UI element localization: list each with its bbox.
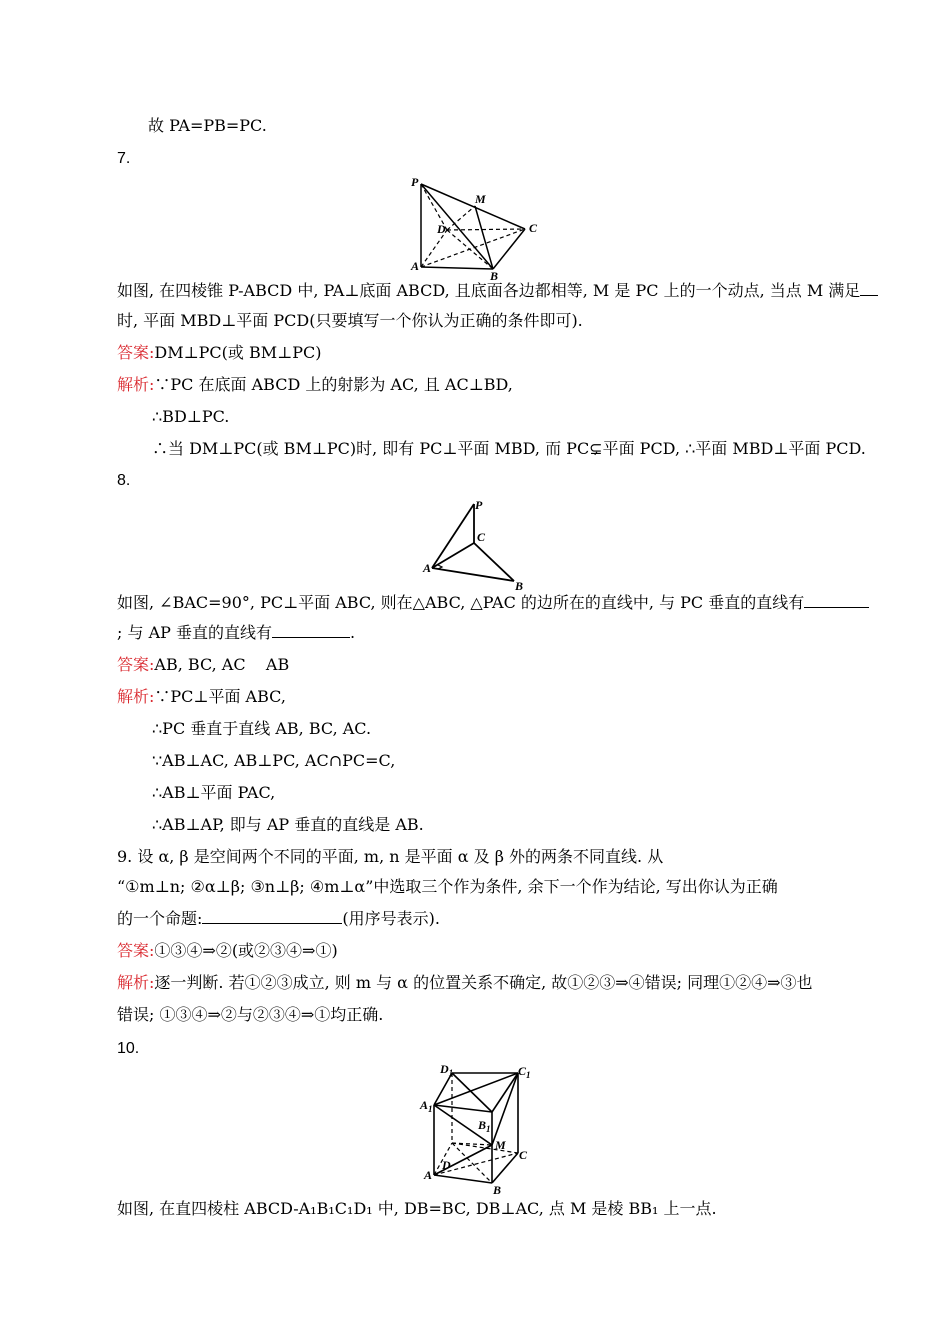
- q9-analysis-line2: 错误; ①③④⇒②与②③④⇒①均正确.: [117, 1005, 384, 1024]
- label-P: P: [475, 498, 483, 512]
- q8-analysis-line2: ∴PC 垂直于直线 AB, BC, AC.: [152, 719, 372, 738]
- label-C: C: [519, 1148, 528, 1162]
- q7-answer-text: DM⊥PC(或 BM⊥PC): [154, 343, 322, 362]
- label-A1: $A_1$: [420, 1098, 433, 1114]
- q10-number: 10.: [117, 1040, 140, 1057]
- label-D1: $D_1$: [440, 1063, 454, 1078]
- q7-pyramid-figure: [405, 172, 545, 280]
- edge-AB: [434, 1175, 492, 1183]
- diag-A1C1: [434, 1073, 518, 1105]
- q9-answer-label: 答案:: [117, 941, 155, 960]
- q9-answer-text: ①③④⇒②(或②③④⇒①): [154, 941, 338, 960]
- q7-analysis-line2: ∴BD⊥PC.: [152, 407, 230, 426]
- q8-stem-line1: 如图, ∠BAC=90°, PC⊥平面 ABC, 则在△ABC, △PAC 的边所在的直线中, 与 PC 垂直的直线有: [117, 593, 869, 613]
- q7-number: 7.: [117, 150, 131, 167]
- q7-analysis-line3: ∴当 DM⊥PC(或 BM⊥PC)时, 即有 PC⊥平面 MBD, 而 PC⊊平面 PCD, ∴平面 MBD⊥平面 PCD.: [152, 439, 866, 458]
- label-B1: $B_1$: [478, 1118, 491, 1134]
- q8-analysis: 解析:∵PC⊥平面 ABC,: [117, 687, 286, 706]
- label-B: B: [490, 269, 499, 280]
- q7-blank: [860, 281, 878, 296]
- q8-analysis-label: 解析:: [117, 687, 155, 706]
- edge-AB: [421, 267, 493, 269]
- q7-answer-label: 答案:: [117, 343, 155, 362]
- label-A: A: [411, 259, 420, 273]
- label-P: P: [411, 175, 419, 189]
- q7-stem-line2: 时, 平面 MBD⊥平面 PCD(只要填写一个你认为正确的条件即可).: [117, 311, 583, 330]
- q8-answer-label: 答案:: [117, 655, 155, 674]
- q8-number: 8.: [117, 472, 131, 489]
- q8-analysis-line4: ∴AB⊥平面 PAC,: [152, 783, 276, 802]
- label-D: D: [437, 222, 446, 236]
- q7-stem-line1: 如图, 在四棱锥 P-ABCD 中, PA⊥底面 ABCD, 且底面各边都相等, M 是 PC 上的一个动点, 当点 M 满足: [117, 281, 878, 301]
- label-C1: $C_1$: [518, 1064, 531, 1080]
- label-C: C: [529, 221, 538, 235]
- edge-MB: [475, 206, 493, 269]
- q8-analysis-line3: ∵AB⊥AC, AB⊥PC, AC∩PC=C,: [152, 751, 396, 770]
- label-M: M: [475, 192, 486, 206]
- edge-C1M: [492, 1073, 518, 1145]
- q8-tetrahedron-figure: [418, 496, 533, 592]
- q9-answer: [117, 941, 338, 961]
- right-angle-mark: [438, 565, 442, 569]
- q9-stem-line3: 的一个命题: (用序号表示).: [117, 909, 440, 928]
- label-C: C: [477, 530, 486, 544]
- edge-PA: [432, 504, 474, 568]
- diag-D1B1: [452, 1073, 492, 1112]
- q10-stem-line1: 如图, 在直四棱柱 ABCD-A₁B₁C₁D₁ 中, DB=BC, DB⊥AC, 点 M 是棱 BB₁ 上一点.: [117, 1199, 717, 1218]
- label-B: B: [493, 1183, 502, 1197]
- q8-analysis-line5: ∴AB⊥AP, 即与 AP 垂直的直线是 AB.: [152, 815, 424, 834]
- q8-stem-line2: ; 与 AP 垂直的直线有 .: [117, 623, 356, 642]
- edge-BC: [492, 1153, 518, 1183]
- q10-prism-figure: [418, 1063, 533, 1197]
- q8-answer: [117, 655, 289, 675]
- q7-answer: [117, 343, 321, 363]
- q9-stem-line2: “①m⊥n; ②α⊥β; ③n⊥β; ④m⊥α”中选取三个作为条件, 余下一个作为结论, 写出你认为正确: [117, 877, 778, 896]
- label-M: M: [495, 1138, 506, 1152]
- edge-AC: [432, 543, 474, 568]
- q9-analysis: 解析:逐一判断. 若①②③成立, 则 m 与 α 的位置关系不确定, 故①②③⇒④错误; 同理①②④⇒③也: [117, 973, 813, 992]
- q7-analysis: 解析:∵PC 在底面 ABCD 上的射影为 AC, 且 AC⊥BD,: [117, 375, 513, 394]
- label-A: A: [424, 1168, 433, 1182]
- edge-DM: [447, 206, 475, 230]
- edge-DM: [452, 1143, 492, 1145]
- q9-blank: [202, 909, 342, 924]
- label-D: D: [442, 1158, 451, 1172]
- q7-analysis-label: 解析:: [117, 375, 155, 394]
- label-A: A: [423, 561, 432, 575]
- q9-stem-line1: 9. 设 α, β 是空间两个不同的平面, m, n 是平面 α 及 β 外的两条不同直线. 从: [117, 847, 664, 866]
- edge-B1C1: [492, 1073, 518, 1112]
- q8-blank-1: [804, 593, 869, 608]
- q9-analysis-label: 解析:: [117, 973, 155, 992]
- label-B: B: [515, 579, 524, 592]
- intro-line: 故 PA=PB=PC.: [148, 116, 267, 135]
- q8-answer-text: AB, BC, AC AB: [154, 655, 290, 674]
- q8-blank-2: [272, 623, 350, 638]
